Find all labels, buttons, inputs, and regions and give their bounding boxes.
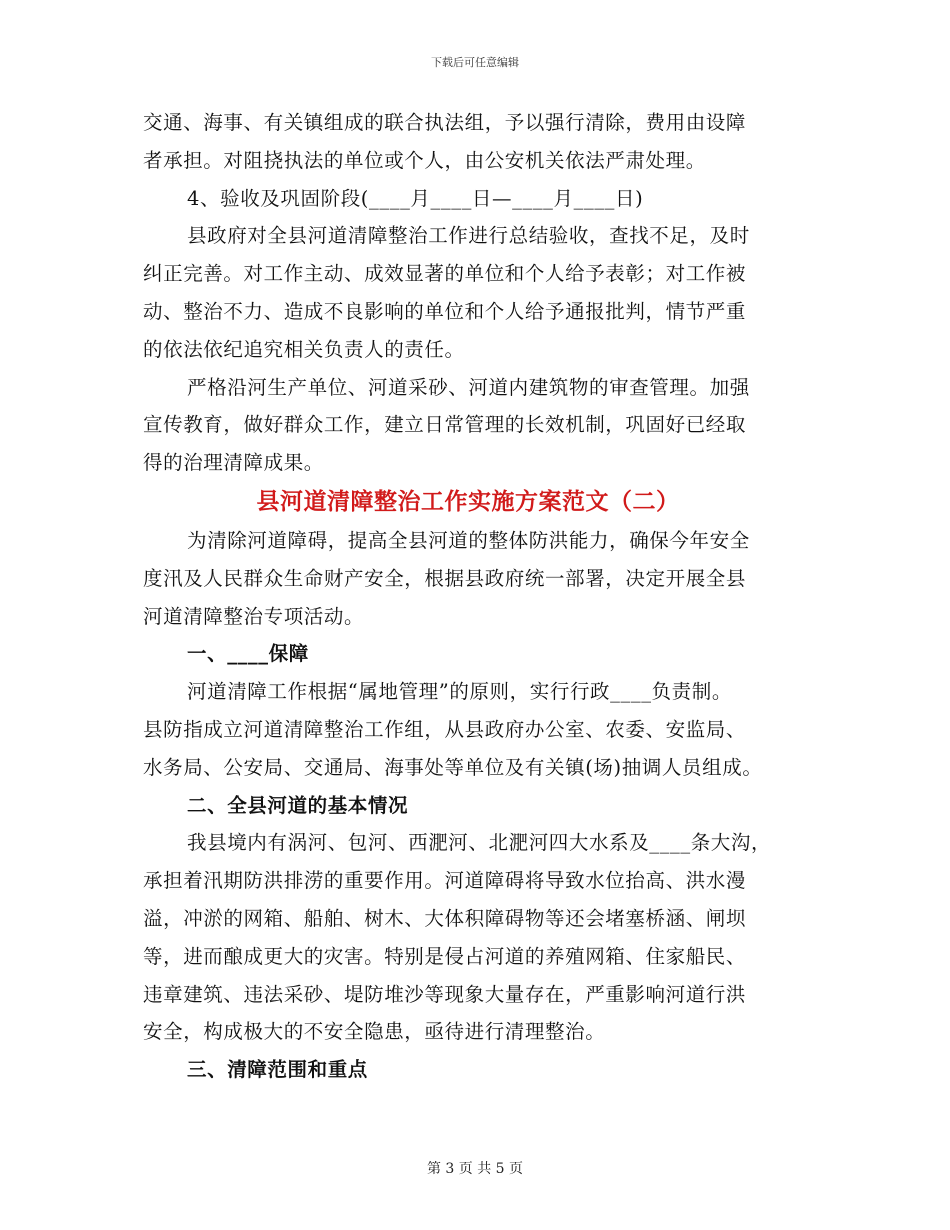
text-line: 河道清障工作根据“属地管理”的原则，实行行政____负责制。 — [187, 680, 732, 704]
text-line: 纠正完善。对工作主动、成效显著的单位和个人给予表彰；对工作被 — [143, 262, 747, 286]
text-line: 等，进而酿成更大的灾害。特别是侵占河道的养殖网箱、住家船民、 — [143, 944, 747, 968]
text-line: 违章建筑、违法采砂、堤防堆沙等现象大量存在，严重影响河道行洪 — [143, 982, 747, 1006]
text-line: 溢，冲淤的网箱、船舶、树木、大体积障碍物等还会堵塞桥涵、闸坝 — [143, 906, 747, 930]
section-two — [143, 522, 803, 1089]
text-line: 我县境内有涡河、包河、西淝河、北淝河四大水系及____条大沟， — [187, 831, 772, 855]
section-heading: 一、____保障 — [187, 642, 309, 666]
text-line: 安全，构成极大的不安全隐患，亟待进行清理整治。 — [143, 1020, 606, 1044]
text-line: 县防指成立河道清障整治工作组，从县政府办公室、农委、安监局、 — [143, 717, 747, 741]
page-footer: 第 3 页 共 5 页 — [426, 1161, 524, 1177]
section-continued — [143, 104, 803, 482]
text-line: 承担着汛期防洪排涝的重要作用。河道障碍将导致水位抬高、洪水漫 — [143, 869, 747, 893]
text-line: 交通、海事、有关镇组成的联合执法组，予以强行清除，费用由设障 — [143, 111, 747, 134]
section-heading: 三、清障范围和重点 — [187, 1058, 368, 1082]
text-line: 宣传教育，做好群众工作，建立日常管理的长效机制，巩固好已经取 — [143, 413, 747, 437]
document-title: 县河道清障整治工作实施方案范文（二） — [256, 487, 680, 515]
text-line: 的依法依纪追究相关负责人的责任。 — [143, 337, 465, 361]
text-line: 水务局、公安局、交通局、海事处等单位及有关镇(场)抽调人员组成。 — [143, 755, 763, 779]
text-line: 度汛及人民群众生命财产安全，根据县政府统一部署，决定开展全县 — [143, 566, 747, 590]
text-line: 得的治理清障成果。 — [143, 451, 324, 475]
section-heading: 二、全县河道的基本情况 — [187, 793, 409, 817]
text-line: 为清除河道障碍，提高全县河道的整体防洪能力，确保今年安全 — [187, 528, 750, 552]
text-line: 河道清障整治专项活动。 — [143, 604, 365, 628]
text-line: 严格沿河生产单位、河道采砂、河道内建筑物的审查管理。加强 — [187, 375, 750, 399]
document-body — [143, 104, 803, 1089]
text-line: 4、验收及巩固阶段(____月____日—____月____日) — [187, 186, 644, 210]
text-line: 动、整治不力、造成不良影响的单位和个人给予通报批判，情节严重 — [143, 299, 747, 323]
text-line: 县政府对全县河道清障整治工作进行总结验收，查找不足，及时 — [187, 224, 750, 248]
text-line: 者承担。对阻挠执法的单位或个人，由公安机关依法严肃处理。 — [143, 148, 706, 172]
page-header: 下载后可任意编辑 — [431, 56, 519, 69]
